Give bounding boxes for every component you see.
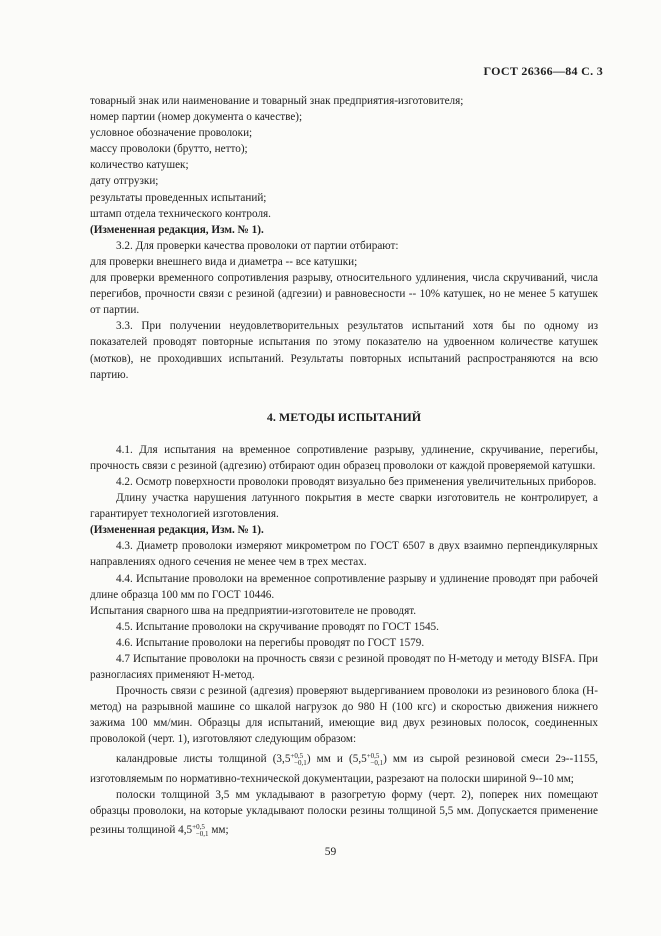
paragraph-4-6: 4.6. Испытание проволоки на перегибы проводят по ГОСТ 1579. (116, 636, 425, 649)
paragraph-4-7: 4.7 Испытание проволоки на прочность связи с резиной проводят по Н-методу и методу BISFA. При разногласиях применяют Н-метод. (90, 653, 598, 682)
tolerance-formula (178, 824, 208, 836)
tolerance-formula (353, 753, 383, 765)
list-item: номер партии (номер документа о качестве); (90, 111, 303, 124)
list-item: товарный знак или наименование и товарный знак предприятия-изготовителя; (90, 95, 464, 107)
formula-value: 3,5 (276, 752, 291, 765)
page-header: ГОСТ 26366—84 С. 3 (483, 64, 603, 78)
list-item: количество катушек; (90, 159, 189, 172)
paragraph-4-5: 4.5. Испытание проволоки на скручивание проводят по ГОСТ 1545. (116, 620, 439, 633)
formula-lower: −0,1 (370, 758, 384, 767)
text-run: ) мм и ( (306, 752, 353, 765)
paragraph-4-3: 4.3. Диаметр проволоки измеряют микрометром по ГОСТ 6507 в двух взаимно перпендикулярных направлениях одного сечения не менее чем в трех местах. (90, 540, 598, 569)
list-item: условное обозначение проволоки; (90, 127, 253, 140)
list-item: массу проволоки (брутто, нетто); (90, 143, 248, 156)
tolerance-formula (276, 753, 306, 765)
document-body (90, 93, 598, 842)
list-item: штамп отдела технического контроля. (90, 207, 271, 220)
paragraph-calender-sheets (90, 748, 598, 787)
paragraph-4-4-b: Испытания сварного шва на предприятии-изготовителе не проводят. (90, 604, 417, 617)
paragraph-4-4: 4.4. Испытание проволоки на временное сопротивление разрыву и удлинение проводят при рабочей длине образца 100 мм по ГОСТ 10446. (90, 572, 598, 601)
paragraph-3-2-a: для проверки внешнего вида и диаметра -- все катушки; (90, 255, 358, 268)
text-run: мм; (211, 823, 229, 836)
formula-upper: +0,5 (366, 751, 380, 760)
formula-value: 4,5 (178, 823, 193, 836)
paragraph-strips (90, 787, 598, 842)
paragraph-4-7-b: Прочность связи с резиной (адгезия) проверяют выдергиванием проволоки из резинового блока (Н-метод) на разрывной машине со шкалой нагрузок до 980 Н (100 кгс) и скоростью движения нижнего зажима 100 мм/мин. Образцы для испытаний, имеющие вид двух резиновых полосок, соединенных проволокой (черт. 1), изготовляют следующим образом: (90, 685, 598, 746)
formula-upper: +0,5 (192, 822, 205, 831)
text-run: каландровые листы толщиной ( (116, 752, 277, 765)
revision-note: (Измененная редакция, Изм. № 1). (90, 524, 264, 537)
paragraph-4-2-b: Длину участка нарушения латунного покрытия в месте сварки изготовитель не контролирует, а гарантирует технологией изготовления. (90, 492, 598, 521)
formula-lower: −0,1 (195, 829, 209, 838)
paragraph-3-2: 3.2. Для проверки качества проволоки от партии отбирают: (116, 239, 399, 252)
page-number: 59 (324, 846, 337, 858)
section-heading: 4. МЕТОДЫ ИСПЫТАНИЙ (266, 409, 422, 424)
formula-lower: −0,1 (294, 758, 307, 767)
list-item: дату отгрузки; (90, 175, 159, 188)
formula-upper: +0,5 (290, 751, 304, 760)
formula-value: 5,5 (352, 752, 367, 765)
text-run: полоски толщиной 3,5 мм укладывают в разогретую форму (черт. 2), поперек них помещают образцы проволоки, на которые укладывают полоски резины толщиной 5,5 мм. Допускается применение резины толщиной (90, 788, 598, 836)
paragraph-3-3: 3.3. При получении неудовлетворительных результатов испытаний хотя бы по одному из показателей проводят повторные испытания по этому показателю на удвоенном количестве катушек (мотков), не проходивших испытаний. Результаты повторных испытаний распространяются на всю партию. (90, 320, 598, 381)
text-run: ) мм из сырой резиновой смеси 2э--1155, изготовляемым по нормативно-технической документации, разрезают на полоски шириной 9--10 мм; (90, 752, 598, 785)
paragraph-3-2-b: для проверки временного сопротивления разрыву, относительного удлинения, числа скручиваний, числа перегибов, прочности связи с резиной (адгезии) и равновесности -- 10% катушек, но не менее 5 катушек от партии. (90, 272, 598, 317)
paragraph-4-2: 4.2. Осмотр поверхности проволоки проводят визуально без применения увеличительных приборов. (116, 475, 597, 488)
revision-note: (Измененная редакция, Изм. № 1). (90, 223, 264, 236)
paragraph-4-1: 4.1. Для испытания на временное сопротивление разрыву, удлинение, скручивание, перегибы, прочность связи с резиной (адгезию) отбирают один образец проволоки от каждой проверяемой катушки. (90, 443, 598, 472)
list-item: результаты проведенных испытаний; (90, 191, 267, 204)
